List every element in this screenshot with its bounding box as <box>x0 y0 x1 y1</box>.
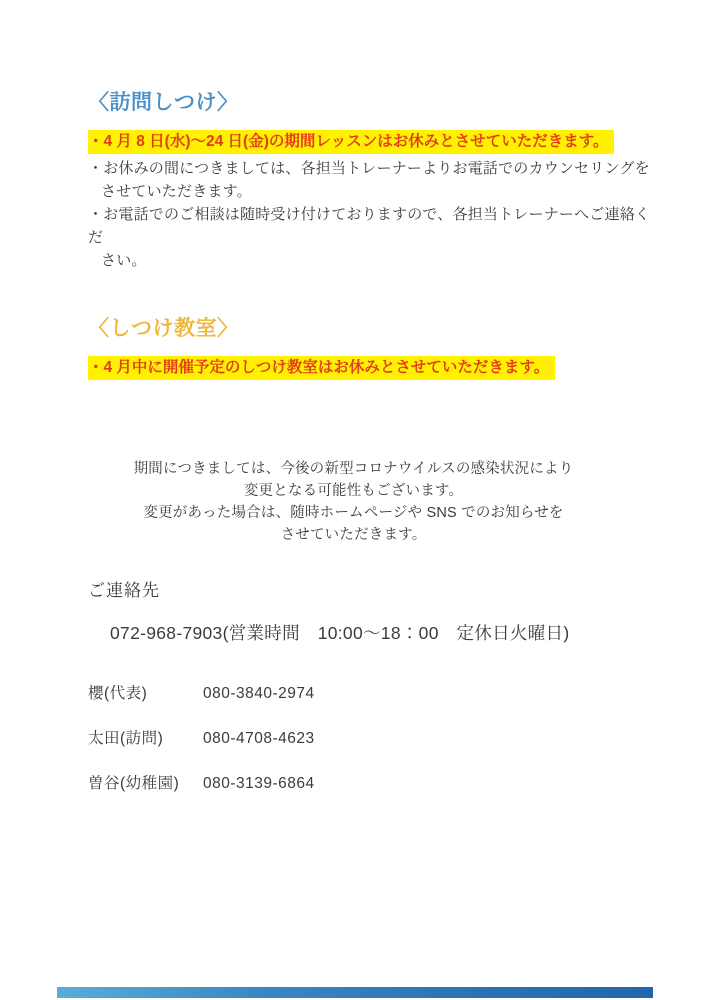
visit-highlight-wrap <box>88 116 657 154</box>
notice-line-2: 変更となる可能性もございます。 <box>243 483 464 499</box>
classroom-highlight-notice: ・4 月中に開催予定のしつけ教室はお休みとさせていただきます。 <box>88 356 555 380</box>
contact-phone: 080-3139-6864 <box>203 775 315 792</box>
visit-bullet-1-continuation: させていただきます。 <box>101 183 252 200</box>
visit-highlight-notice: ・4 月 8 日(水)～24 日(金)の期間レッスンはお休みとさせていただきます。 <box>88 130 614 154</box>
contact-name: 太田(訪問) <box>88 730 164 747</box>
visit-bullet-2-continuation: さい。 <box>101 252 147 269</box>
section-heading-training-classroom: 〈しつけ教室〉 <box>88 317 239 340</box>
contact-main-phone: 072-968-7903(営業時間 10:00～18：00 定休日火曜日) <box>110 623 570 643</box>
document-content <box>0 86 707 795</box>
visit-bullet-list <box>88 157 657 272</box>
notice-line-4: させていただきます。 <box>280 527 427 543</box>
visit-bullet-1: ・お休みの間につきましては、各担当トレーナーよりお電話でのカウンセリングを <box>88 160 650 177</box>
contact-member-list <box>88 683 657 795</box>
contact-section-heading: ご連絡先 <box>88 581 160 600</box>
contact-row <box>88 728 657 750</box>
notice-paragraph <box>88 458 657 546</box>
section-heading-visit-training: 〈訪問しつけ〉 <box>88 91 239 114</box>
contact-row <box>88 773 657 795</box>
contact-row <box>88 683 657 705</box>
contact-name: 櫻(代表) <box>88 685 148 702</box>
visit-bullet-2: ・お電話でのご相談は随時受け付けておりますので、各担当トレーナーへご連絡くだ <box>88 206 651 246</box>
notice-line-1: 期間につきましては、今後の新型コロナウイルスの感染状況により <box>133 461 574 477</box>
contact-phone: 080-3840-2974 <box>203 685 315 702</box>
notice-line-3: 変更があった場合は、随時ホームページや SNS でのお知らせを <box>143 505 564 521</box>
classroom-highlight-wrap <box>88 342 657 380</box>
contact-phone: 080-4708-4623 <box>203 730 315 747</box>
footer-decoration-bar <box>57 987 653 998</box>
contact-name: 曽谷(幼稚園) <box>88 775 180 792</box>
